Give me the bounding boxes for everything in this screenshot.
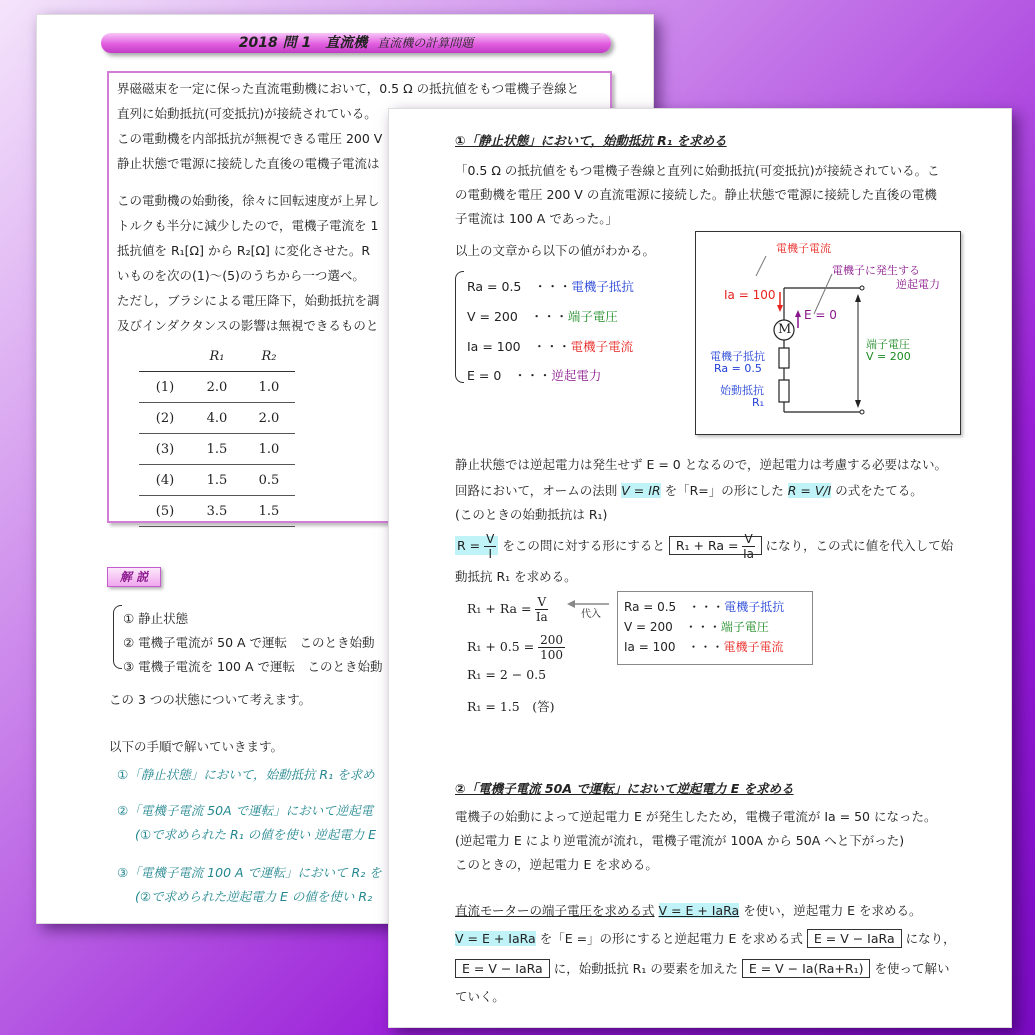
value-expr: Ra = 0.5 bbox=[467, 279, 522, 294]
value-row bbox=[467, 277, 634, 295]
value-row bbox=[624, 598, 784, 615]
heading-step-1: ①「静止状態」において，始動抵抗 R₁ を求める bbox=[455, 133, 727, 148]
table-row bbox=[139, 403, 295, 434]
text-span: になり，この式に値を代入して始 bbox=[765, 538, 954, 553]
state-item: ③ 電機子電流を 100 A で運転 このとき始動 bbox=[123, 659, 383, 674]
value-label: 電機子電流 bbox=[570, 339, 634, 354]
calc-line bbox=[467, 633, 565, 662]
table-cell: 0.5 bbox=[243, 465, 295, 496]
circuit-r1: 始動抵抗 bbox=[720, 384, 764, 397]
circuit-ra: 電機子抵抗 bbox=[710, 350, 765, 363]
value-row bbox=[624, 618, 769, 635]
value-expr: V = 200 bbox=[624, 620, 673, 634]
value-dots: ・・・ bbox=[684, 620, 721, 634]
value-dots: ・・・ bbox=[513, 368, 552, 383]
circuit-terminal-voltage: 端子電圧 bbox=[866, 338, 910, 351]
answer-choices-table bbox=[139, 341, 295, 527]
emf-formula-box: E = V − IaRa bbox=[455, 959, 550, 978]
value-row bbox=[467, 337, 633, 355]
r-formula: R = V/I bbox=[787, 483, 832, 498]
value-expr: E = 0 bbox=[467, 368, 502, 383]
fraction bbox=[535, 595, 548, 624]
paragraph: (逆起電力 E により逆電流が流れ，電機子電流が 100A から 50A へと下がった) bbox=[455, 833, 905, 848]
table-cell: 1.5 bbox=[191, 434, 243, 465]
table-cell: 4.0 bbox=[191, 403, 243, 434]
fraction bbox=[484, 532, 496, 561]
paragraph bbox=[455, 929, 956, 947]
numerator: 200 bbox=[540, 633, 564, 647]
value-label: 電機子抵抗 bbox=[724, 600, 785, 614]
text-span: R₁ + Ra = bbox=[467, 601, 532, 616]
table-cell: 1.0 bbox=[243, 372, 295, 403]
problem-line: 直列に始動抵抗(可変抵抗)が接続されている。 bbox=[117, 106, 377, 121]
text-span: になり， bbox=[905, 931, 956, 946]
text-span: 回路において，オームの法則 bbox=[455, 483, 618, 498]
table-cell: (4) bbox=[139, 465, 191, 496]
calc-line: R₁ = 2 − 0.5 bbox=[467, 667, 547, 682]
front-document-page bbox=[388, 108, 1012, 1028]
circuit-wires bbox=[696, 232, 960, 434]
ohm-law-formula: V = IR bbox=[621, 483, 661, 498]
problem-line: 界磁磁束を一定に保った直流電動機において，0.5 Ω の抵抗値をもつ電機子巻線と bbox=[117, 81, 580, 96]
values-intro: 以上の文章から以下の値がわかる。 bbox=[455, 243, 656, 258]
procedure-step-2-note: (①で求められた R₁ の値を使い 逆起電力 E bbox=[135, 827, 377, 842]
paragraph: 静止状態では逆起電力は発生せず E = 0 となるので，逆起電力は考慮する必要はない。 bbox=[455, 457, 947, 472]
table-cell: 2.0 bbox=[243, 403, 295, 434]
problem-subtitle: 直流機の計算問題 bbox=[377, 36, 474, 50]
text-span: 直流モーターの端子電圧を求める式 bbox=[455, 903, 655, 918]
circuit-ia: Ia = 100 bbox=[724, 288, 776, 302]
circuit-r1: R₁ bbox=[752, 396, 765, 409]
text-span: に，始動抵抗 R₁ の要素を加えた bbox=[553, 961, 738, 976]
table-header: R₂ bbox=[243, 341, 295, 372]
table-cell: 3.5 bbox=[191, 496, 243, 527]
value-row bbox=[624, 638, 784, 655]
fraction bbox=[538, 633, 565, 662]
value-row bbox=[467, 366, 601, 384]
value-label: 逆起電力 bbox=[551, 368, 602, 383]
value-expr: Ra = 0.5 bbox=[624, 600, 677, 614]
value-expr: Ia = 100 bbox=[467, 339, 521, 354]
paragraph bbox=[455, 901, 922, 919]
problem-line: 静止状態で電源に接続した直後の電機子電流は bbox=[117, 156, 380, 171]
table-cell: 2.0 bbox=[191, 372, 243, 403]
denominator: Ia bbox=[535, 610, 548, 624]
table-cell: (3) bbox=[139, 434, 191, 465]
table-header: R₁ bbox=[191, 341, 243, 372]
paragraph: 動抵抗 R₁ を求める。 bbox=[455, 569, 577, 584]
fraction bbox=[742, 532, 754, 561]
value-label: 端子電圧 bbox=[720, 620, 769, 634]
value-dots: ・・・ bbox=[533, 279, 572, 294]
text-span: R = bbox=[457, 538, 481, 553]
problem-line: 及びインダクタンスの影響は無視できるものと bbox=[117, 318, 379, 333]
table-cell: 1.0 bbox=[243, 434, 295, 465]
numerator: V bbox=[744, 532, 753, 546]
text-span: R₁ + 0.5 = bbox=[467, 639, 535, 654]
calc-line bbox=[467, 595, 548, 624]
substitute-label: 代入 bbox=[581, 609, 601, 620]
terminal-voltage-formula: V = E + IaRa bbox=[455, 931, 536, 946]
table-cell: (1) bbox=[139, 372, 191, 403]
value-expr: Ia = 100 bbox=[624, 640, 676, 654]
value-label: 電機子抵抗 bbox=[571, 279, 634, 294]
text-span: を使って解い bbox=[874, 961, 950, 976]
table-cell: 1.5 bbox=[191, 465, 243, 496]
text-span: R₁ + Ra = bbox=[675, 538, 739, 553]
text-span: を「R=」の形にした bbox=[664, 483, 784, 498]
table-header-row bbox=[139, 341, 295, 372]
paragraph: (このときの始動抵抗は R₁) bbox=[455, 507, 608, 522]
procedure-step-3-note: (②で求められた逆起電力 E の値を使い R₂ bbox=[135, 889, 373, 904]
problem-line: 抵抗値を R₁[Ω] から R₂[Ω] に変化させた。R bbox=[117, 243, 371, 258]
problem-title-banner bbox=[101, 33, 611, 53]
value-dots: ・・・ bbox=[688, 600, 725, 614]
problem-title: 2018 問 1 直流機 bbox=[238, 35, 368, 51]
circuit-diagram bbox=[695, 231, 961, 435]
emf-formula-box: E = V − IaRa bbox=[807, 929, 902, 948]
table-cell: 1.5 bbox=[243, 496, 295, 527]
problem-line: この電動機を内部抵抗が無視できる電圧 200 V bbox=[117, 131, 383, 146]
quote-line: 子電流は 100 A であった。」 bbox=[455, 211, 618, 226]
quote-line: の電動機を電圧 200 V の直流電源に接続した。静止状態で電源に接続した直後の電機 bbox=[455, 187, 937, 202]
table-row bbox=[139, 372, 295, 403]
states-brace bbox=[113, 605, 122, 669]
denominator: I bbox=[488, 547, 492, 561]
kaisetsu-label: 解 説 bbox=[107, 567, 161, 587]
procedure-step-1: ①「静止状態」において，始動抵抗 R₁ を求め bbox=[117, 767, 375, 782]
substitution-values-box bbox=[617, 591, 813, 665]
motor-symbol: M bbox=[778, 322, 792, 337]
paragraph bbox=[455, 529, 953, 563]
state-item: ② 電機子電流が 50 A で運転 このとき始動 bbox=[123, 635, 375, 650]
value-label: 電機子電流 bbox=[723, 640, 784, 654]
circuit-e: E = 0 bbox=[804, 308, 837, 322]
table-row bbox=[139, 434, 295, 465]
problem-line: トルクも半分に減少したので，電機子電流を 1 bbox=[117, 218, 379, 233]
procedure-step-2: ②「電機子電流 50A で運転」において逆起電 bbox=[117, 803, 374, 818]
denominator: 100 bbox=[540, 648, 564, 662]
values-brace bbox=[455, 271, 464, 383]
paragraph bbox=[455, 481, 923, 499]
text-span: の式をたてる。 bbox=[835, 483, 923, 498]
heading-step-2: ②「電機子電流 50A で運転」において逆起電力 E を求める bbox=[455, 781, 794, 796]
table-header bbox=[139, 341, 191, 372]
text-span: をこの問に対する形にすると bbox=[502, 538, 665, 553]
denominator: Ia bbox=[743, 547, 755, 561]
circuit-label-emf: 逆起電力 bbox=[896, 278, 940, 291]
table-cell: (2) bbox=[139, 403, 191, 434]
paragraph: ていく。 bbox=[455, 989, 505, 1004]
r-fraction-formula bbox=[455, 532, 498, 561]
table-row bbox=[139, 496, 295, 527]
table-cell: (5) bbox=[139, 496, 191, 527]
problem-line: ただし，ブラシによる電圧降下，始動抵抗を調 bbox=[117, 293, 380, 308]
paragraph bbox=[455, 959, 949, 977]
numerator: V bbox=[537, 595, 547, 609]
circuit-terminal-voltage: V = 200 bbox=[866, 350, 911, 363]
value-dots: ・・・ bbox=[687, 640, 724, 654]
value-label: 端子電圧 bbox=[567, 309, 618, 324]
value-dots: ・・・ bbox=[533, 339, 571, 354]
paragraph: 電機子の始動によって逆起電力 E が発生したため，電機子電流が Ia = 50 になった。 bbox=[455, 809, 937, 824]
procedure-step-3: ③「電機子電流 100 A で運転」において R₂ を bbox=[117, 865, 382, 880]
text-span: を「E =」の形にすると逆起電力 E を求める式 bbox=[539, 931, 803, 946]
paragraph: このときの，逆起電力 E を求める。 bbox=[455, 857, 658, 872]
circuit-label-emf: 電機子に発生する bbox=[832, 264, 920, 277]
procedure-intro: 以下の手順で解いていきます。 bbox=[109, 739, 284, 754]
circuit-ra: Ra = 0.5 bbox=[714, 362, 762, 375]
value-dots: ・・・ bbox=[530, 309, 568, 324]
value-row bbox=[467, 307, 618, 325]
calc-answer: R₁ = 1.5 (答) bbox=[467, 699, 555, 714]
table-row bbox=[139, 465, 295, 496]
states-note: この 3 つの状態について考えます。 bbox=[109, 692, 312, 707]
problem-line: この電動機の始動後，徐々に回転速度が上昇し bbox=[117, 193, 380, 208]
quote-line: 「0.5 Ω の抵抗値をもつ電機子巻線と直列に始動抵抗(可変抵抗)が接続されている。こ bbox=[455, 163, 940, 178]
circuit-label-current: 電機子電流 bbox=[776, 242, 831, 255]
terminal-voltage-formula: V = E + IaRa bbox=[658, 903, 740, 918]
state-item: ① 静止状態 bbox=[123, 611, 189, 626]
text-span: を使い，逆起電力 E を求める。 bbox=[743, 903, 922, 918]
value-expr: V = 200 bbox=[467, 309, 518, 324]
numerator: V bbox=[486, 532, 495, 546]
problem-line: いものを次の(1)～(5)のうちから一つ選べ。 bbox=[117, 268, 365, 283]
emf-formula-with-r1-box: E = V − Ia(Ra+R₁) bbox=[742, 959, 871, 978]
r1-formula-box bbox=[669, 532, 762, 561]
